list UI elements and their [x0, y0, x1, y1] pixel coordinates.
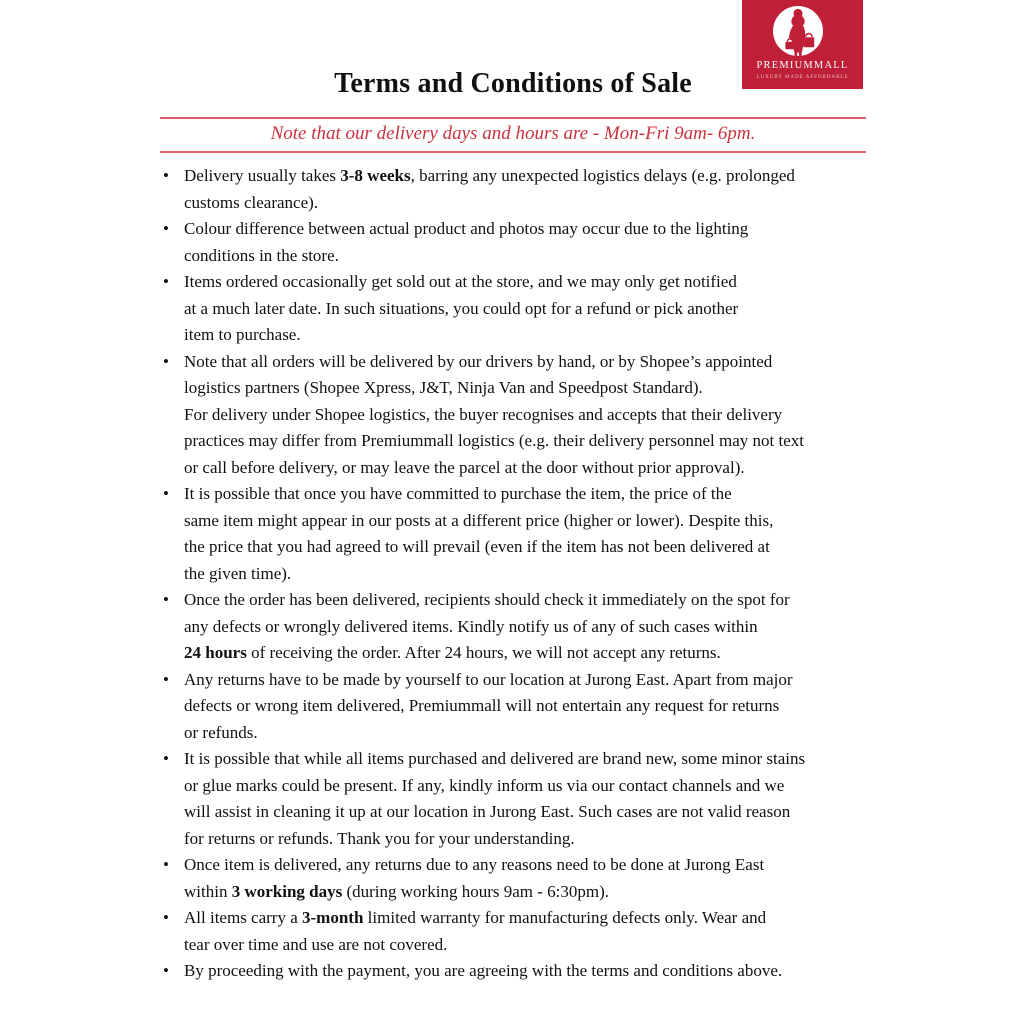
bullet-marker: •	[163, 484, 169, 503]
term-line: Colour difference between actual product and photos may occur due to the lighting	[184, 219, 749, 238]
term-line: or glue marks could be present. If any, kindly inform us via our contact channels and we	[184, 775, 785, 795]
term-line: Items ordered occasionally get sold out at the store, and we may only get notified	[184, 272, 737, 291]
term-lines	[184, 746, 900, 852]
bottom-divider	[160, 151, 866, 153]
term-line: Once item is delivered, any returns due to any reasons need to be done at Jurong East	[184, 855, 765, 874]
brand-name: PREMIUMMALL	[756, 60, 849, 71]
term-line: the given time).	[184, 563, 292, 583]
term-line: or call before delivery, or may leave the parcel at the door without prior approval).	[184, 457, 745, 477]
term-lines	[184, 852, 900, 905]
term-line: Delivery usually takes 3-8 weeks, barring any unexpected logistics delays (e.g. prolonged	[184, 166, 795, 185]
term-line: within 3 working days (during working hours 9am - 6:30pm).	[184, 881, 610, 901]
term-lines	[184, 667, 900, 747]
term-lines	[184, 269, 900, 349]
bullet-marker: •	[163, 590, 169, 609]
terms-list	[160, 163, 900, 985]
list-item	[160, 481, 900, 587]
brand-tagline: LUXURY MADE AFFORDABLE	[756, 75, 849, 80]
bullet-marker: •	[163, 351, 169, 371]
term-line: practices may differ from Premiummall logistics (e.g. their delivery personnel may not text	[184, 431, 805, 450]
bullet-marker: •	[163, 272, 169, 291]
term-line: Once the order has been delivered, recipients should check it immediately on the spot for	[184, 590, 790, 609]
term-line: any defects or wrongly delivered items. Kindly notify us of any of such cases within	[184, 616, 758, 636]
list-item	[160, 587, 900, 667]
bullet-marker: •	[163, 855, 169, 874]
bullet-marker: •	[163, 908, 169, 927]
top-divider	[160, 117, 866, 119]
list-item	[160, 163, 900, 216]
term-line: will assist in cleaning it up at our location in Jurong East. Such cases are not valid reason	[184, 802, 791, 821]
bullet-marker: •	[163, 961, 169, 980]
term-line: By proceeding with the payment, you are agreeing with the terms and conditions above.	[184, 961, 783, 980]
term-line: Note that all orders will be delivered by our drivers by hand, or by Shopee’s appointed	[184, 351, 773, 371]
term-line: tear over time and use are not covered.	[184, 934, 448, 954]
bullet-marker: •	[163, 669, 169, 689]
list-item	[160, 667, 900, 747]
term-line: 24 hours of receiving the order. After 24 hours, we will not accept any returns.	[184, 643, 721, 662]
term-lines	[184, 349, 900, 482]
term-line: customs clearance).	[184, 192, 319, 212]
term-lines	[184, 216, 900, 269]
term-line: the price that you had agreed to will prevail (even if the item has not been delivered at	[184, 537, 770, 556]
term-line: item to purchase.	[184, 325, 301, 344]
bullet-marker: •	[163, 219, 169, 238]
term-lines	[184, 905, 900, 958]
bullet-marker: •	[163, 166, 169, 185]
term-lines	[184, 481, 900, 587]
term-line: For delivery under Shopee logistics, the buyer recognises and accepts that their delivery	[184, 404, 783, 424]
list-item	[160, 349, 900, 482]
bullet-marker: •	[163, 749, 169, 768]
term-line: All items carry a 3-month limited warranty for manufacturing defects only. Wear and	[184, 908, 767, 927]
term-line: for returns or refunds. Thank you for your understanding.	[184, 828, 575, 848]
list-item	[160, 852, 900, 905]
term-line: defects or wrong item delivered, Premiummall will not entertain any request for returns	[184, 696, 780, 715]
list-item	[160, 216, 900, 269]
list-item	[160, 746, 900, 852]
delivery-hours-notice: Note that our delivery days and hours are - Mon-Fri 9am- 6pm.	[270, 123, 756, 144]
term-line: conditions in the store.	[184, 245, 339, 265]
list-item	[160, 269, 900, 349]
page-title: Terms and Conditions of Sale	[334, 68, 692, 99]
term-line: Any returns have to be made by yourself to our location at Jurong East. Apart from major	[184, 669, 793, 689]
term-lines	[184, 587, 900, 667]
term-line: logistics partners (Shopee Xpress, J&T, Ninja Van and Speedpost Standard).	[184, 378, 703, 397]
term-line: at a much later date. In such situations, you could opt for a refund or pick another	[184, 298, 739, 318]
term-line: or refunds.	[184, 722, 258, 742]
term-lines	[184, 163, 900, 216]
term-line: It is possible that while all items purchased and delivered are brand new, some minor stains	[184, 749, 806, 768]
list-item	[160, 958, 900, 985]
term-line: It is possible that once you have committed to purchase the item, the price of the	[184, 484, 732, 503]
term-lines	[184, 958, 900, 985]
term-line: same item might appear in our posts at a different price (higher or lower). Despite this,	[184, 510, 774, 530]
list-item	[160, 905, 900, 958]
